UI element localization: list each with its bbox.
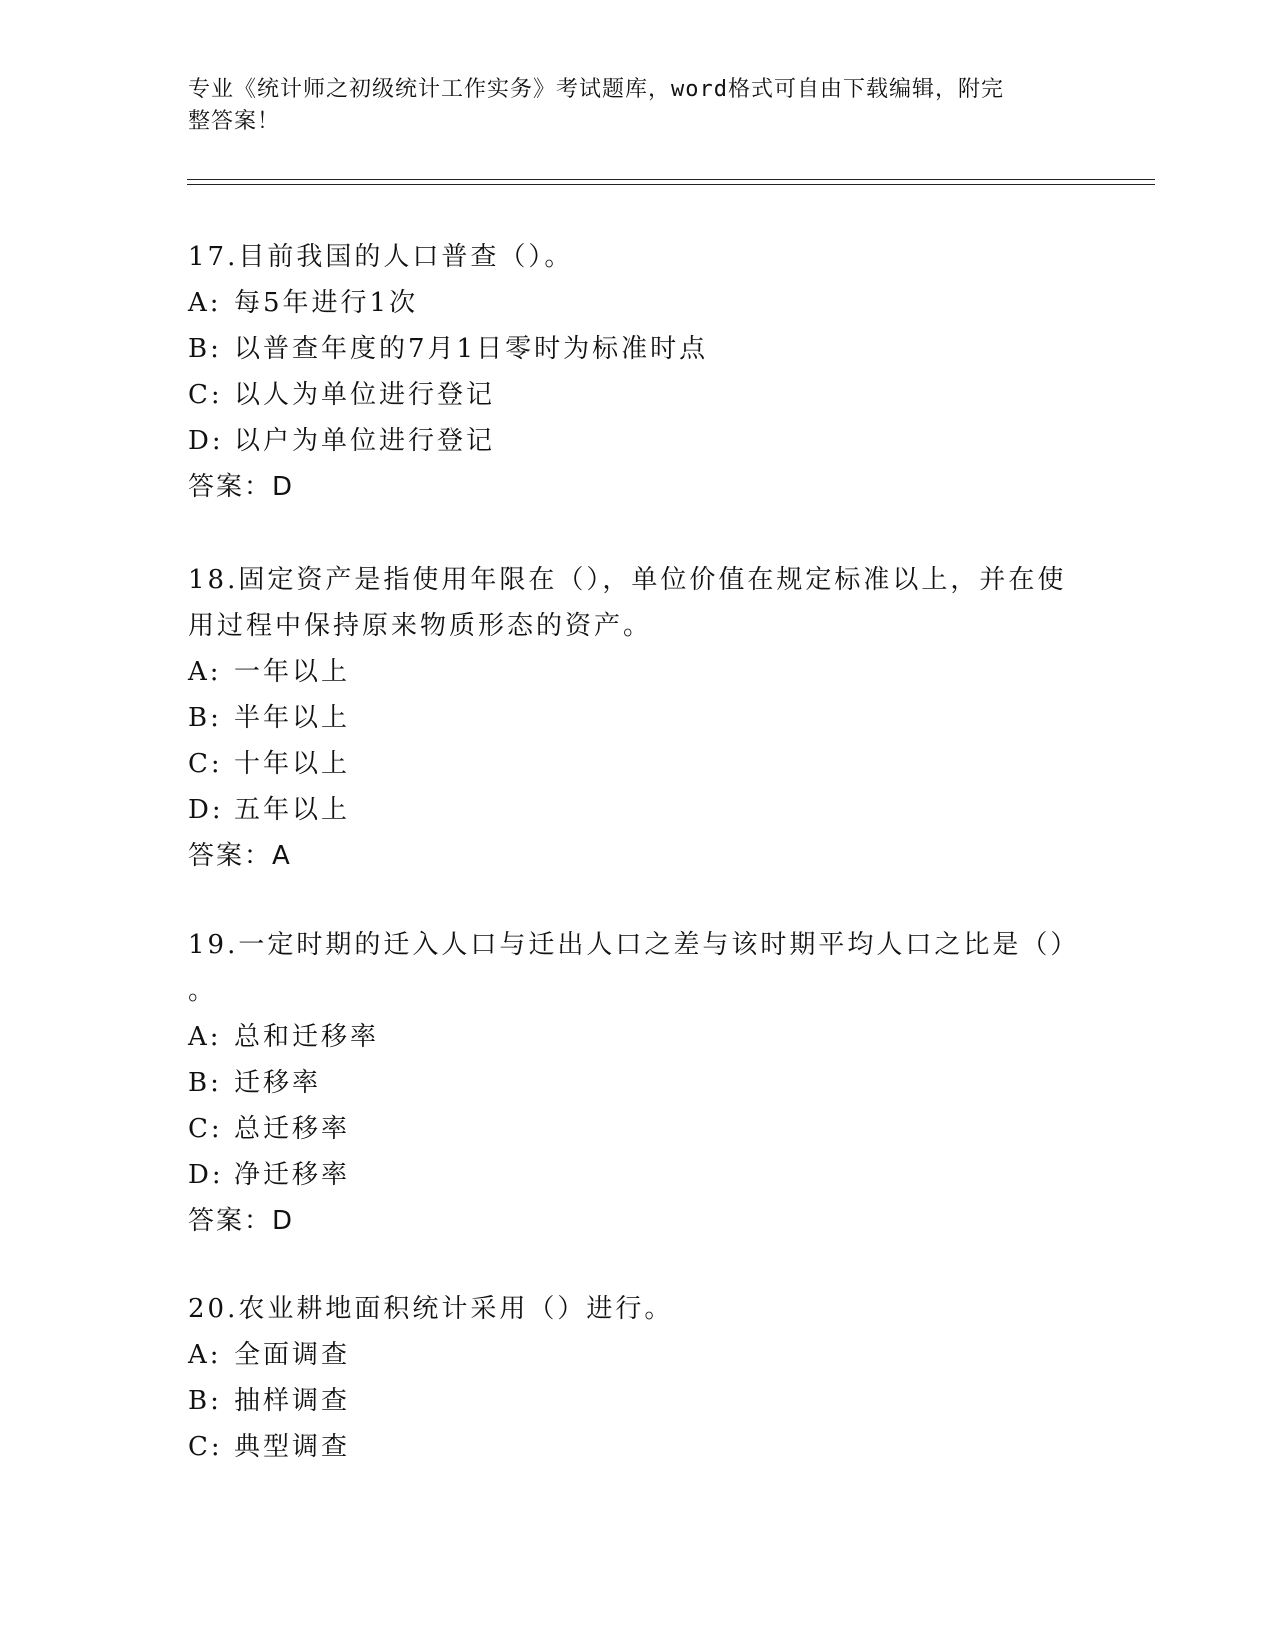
option-d — [188, 1152, 1088, 1198]
option-letter: C: — [188, 1114, 223, 1144]
header-divider-bottom — [187, 184, 1155, 185]
option-b — [188, 1060, 1088, 1106]
option-c — [188, 372, 1088, 418]
option-letter: C: — [188, 1432, 223, 1462]
option-letter: D: — [188, 426, 224, 456]
answer-line: 答案：D — [188, 1206, 295, 1236]
option-text: 以普查年度的7月1日零时为标准时点 — [234, 334, 709, 364]
option-text: 以人为单位进行登记 — [234, 380, 496, 410]
option-text: 典型调查 — [234, 1432, 351, 1462]
option-a — [188, 1014, 1088, 1060]
header-line-1: 专业《统计师之初级统计工作实务》考试题库，word格式可自由下载编辑，附完 — [188, 77, 1004, 102]
option-text: 净迁移率 — [234, 1160, 351, 1190]
question-stem-continued: 用过程中保持原来物质形态的资产。 — [188, 611, 653, 641]
option-letter: B: — [188, 703, 222, 733]
question-stem: 19.一定时期的迁入人口与迁出人口之差与该时期平均人口之比是（） — [188, 930, 1080, 960]
option-text: 半年以上 — [234, 703, 351, 733]
option-c — [188, 1424, 1088, 1470]
option-letter: A: — [188, 657, 222, 687]
option-text: 抽样调查 — [234, 1386, 351, 1416]
option-b — [188, 1378, 1088, 1424]
question-19 — [188, 922, 1088, 1244]
question-stem: 20.农业耕地面积统计采用（）进行。 — [188, 1294, 674, 1324]
option-b — [188, 326, 1088, 372]
question-18 — [188, 557, 1088, 879]
answer-line: 答案：D — [188, 472, 295, 502]
question-20 — [188, 1286, 1088, 1470]
document-header — [188, 74, 1088, 138]
option-a — [188, 280, 1088, 326]
header-divider-top — [187, 179, 1155, 180]
option-text: 全面调查 — [234, 1340, 351, 1370]
header-line-2: 整答案！ — [188, 109, 281, 134]
option-text: 总迁移率 — [234, 1114, 351, 1144]
question-stem-continued: 。 — [188, 976, 218, 1006]
option-letter: B: — [188, 1068, 222, 1098]
option-a — [188, 1332, 1088, 1378]
option-a — [188, 649, 1088, 695]
option-letter: A: — [188, 1022, 222, 1052]
option-text: 总和迁移率 — [234, 1022, 380, 1052]
option-letter: D: — [188, 795, 224, 825]
option-text: 以户为单位进行登记 — [234, 426, 496, 456]
option-letter: D: — [188, 1160, 224, 1190]
option-c — [188, 741, 1088, 787]
option-text: 十年以上 — [234, 749, 351, 779]
option-c — [188, 1106, 1088, 1152]
option-letter: C: — [188, 749, 223, 779]
option-text: 迁移率 — [234, 1068, 322, 1098]
question-stem: 18.固定资产是指使用年限在（），单位价值在规定标准以上，并在使 — [188, 565, 1067, 595]
option-d — [188, 418, 1088, 464]
question-17 — [188, 234, 1088, 510]
option-letter: B: — [188, 334, 222, 364]
option-letter: C: — [188, 380, 223, 410]
option-text: 每5年进行1次 — [234, 288, 419, 318]
option-letter: B: — [188, 1386, 222, 1416]
option-b — [188, 695, 1088, 741]
question-stem: 17.目前我国的人口普查（）。 — [188, 242, 574, 272]
option-letter: A: — [188, 288, 222, 318]
option-letter: A: — [188, 1340, 222, 1370]
answer-line: 答案：A — [188, 841, 292, 871]
option-d — [188, 787, 1088, 833]
option-text: 五年以上 — [234, 795, 351, 825]
option-text: 一年以上 — [234, 657, 351, 687]
